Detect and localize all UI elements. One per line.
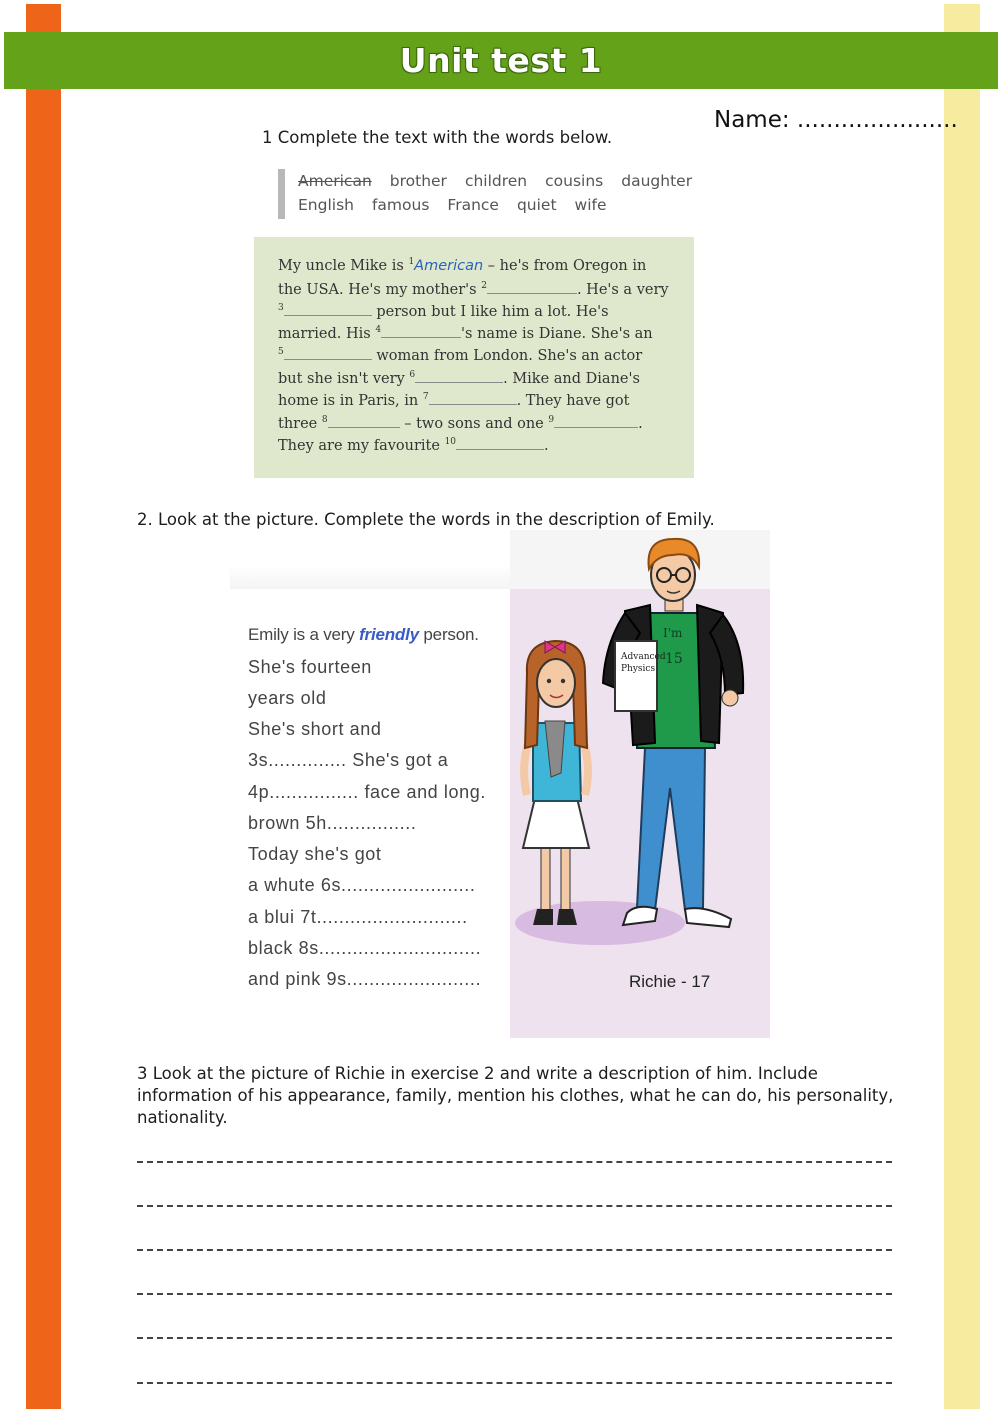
emily-leg — [561, 843, 570, 911]
word-bank-item: France — [447, 196, 499, 214]
text-segment: 's name is Diane. She's an — [461, 326, 653, 342]
gap-blank[interactable] — [487, 281, 577, 294]
text-line — [278, 325, 653, 342]
word-bank-item: English — [298, 196, 354, 214]
title-banner — [4, 32, 998, 89]
text-segment: . He's a very — [576, 282, 669, 298]
gap-number: 8 — [321, 415, 328, 426]
text-line — [278, 392, 629, 409]
gap-blank[interactable] — [429, 392, 517, 405]
emily-line[interactable]: and pink 9s........................ — [248, 969, 482, 989]
text-segment: but she isn't very — [278, 371, 410, 387]
gap-number: 4 — [375, 325, 382, 336]
richie-jeans — [637, 748, 705, 910]
text-segment: – two sons and one — [399, 416, 549, 432]
word-bank-row-2 — [298, 196, 607, 214]
name-field[interactable]: Name: ...................... — [714, 107, 958, 133]
exercise1-instruction: 1 Complete the text with the words below. — [262, 128, 613, 147]
text-line — [278, 281, 669, 298]
emily-line: Today she's got — [248, 844, 382, 864]
writing-line[interactable] — [137, 1382, 892, 1384]
emily-eye — [547, 679, 551, 683]
text-segment: . — [544, 438, 549, 454]
writing-line[interactable] — [137, 1293, 892, 1295]
gap-number: 1 — [408, 257, 415, 268]
emily-leg — [541, 843, 550, 911]
text-segment: . — [638, 416, 643, 432]
gap-blank[interactable] — [415, 370, 503, 383]
picture-backdrop — [230, 565, 510, 589]
text-segment: three — [278, 416, 322, 432]
writing-line[interactable] — [137, 1205, 892, 1207]
text-segment: the USA. He's my mother's — [278, 282, 482, 298]
text-segment: woman from London. She's an actor — [371, 348, 643, 364]
gap-number: 2 — [481, 281, 487, 292]
emily-face — [537, 659, 575, 707]
word-bank-bar — [278, 169, 285, 219]
word-bank-item: children — [464, 172, 528, 190]
word-bank-item: quiet — [516, 196, 557, 214]
gap-blank[interactable] — [554, 415, 638, 428]
text-segment: person. — [418, 625, 479, 644]
emily-line[interactable]: a blui 7t........................... — [248, 907, 468, 927]
richie-shoe — [685, 908, 731, 927]
word-bank-item: wife — [574, 196, 607, 214]
richie-hand — [722, 690, 738, 706]
gap-blank[interactable] — [381, 325, 461, 338]
gap-blank[interactable] — [456, 437, 544, 450]
emily-richie-illustration — [505, 533, 775, 983]
shirt-text-line-1: I'm — [663, 626, 683, 640]
emily-line[interactable]: black 8s............................. — [248, 938, 482, 958]
emily-line[interactable]: 3s.............. She's got a — [248, 750, 449, 770]
emily-line[interactable]: a whute 6s........................ — [248, 875, 476, 895]
text-line — [278, 347, 642, 364]
text-segment: person but I like him a lot. He's — [371, 304, 609, 320]
exercise3-instruction: 3 Look at the picture of Richie in exercise 2 and write a description of him. Include information of his appearance, family, mention his clothes, what he can do, his personality, nationality. — [137, 1064, 894, 1127]
writing-line[interactable] — [137, 1337, 892, 1339]
emily-line: She's short and — [248, 719, 382, 739]
text-line — [278, 415, 643, 432]
richie-figure — [603, 539, 743, 927]
right-yellow-border — [944, 4, 980, 1409]
richie-caption: Richie - 17 — [629, 972, 711, 991]
emily-line-1 — [248, 625, 479, 645]
gap-number: 3 — [278, 303, 284, 314]
gap-number: 7 — [422, 392, 429, 403]
book-title-line-1: Advanced — [621, 652, 666, 662]
word-bank — [278, 165, 708, 223]
word-bank-item: American — [298, 172, 372, 190]
gap-number: 6 — [409, 370, 416, 381]
left-orange-border — [26, 4, 61, 1409]
text-line — [278, 303, 609, 320]
exercise2-instruction: 2. Look at the picture. Complete the words in the description of Emily. — [137, 510, 715, 529]
text-line — [278, 437, 549, 454]
emily-eye — [561, 679, 565, 683]
text-segment: – he's from Oregon in — [483, 258, 647, 274]
text-line — [278, 258, 646, 274]
emily-line: years old — [248, 688, 327, 708]
gap-number: 10 — [444, 437, 457, 448]
text-segment: married. His — [278, 326, 376, 342]
writing-line[interactable] — [137, 1161, 892, 1163]
text-segment: home is in Paris, in — [278, 393, 423, 409]
text-segment: They are my favourite — [278, 438, 445, 454]
text-segment: . Mike and Diane's — [503, 371, 640, 387]
gap-number: 9 — [548, 415, 555, 426]
text-segment: Emily is a very — [248, 625, 360, 644]
word-bank-item: brother — [389, 172, 447, 190]
emily-line[interactable]: brown 5h................ — [248, 813, 417, 833]
gap-blank[interactable] — [328, 415, 400, 428]
emily-figure — [523, 641, 589, 925]
word-bank-item: cousins — [545, 172, 604, 190]
text-segment: My uncle Mike is — [278, 258, 409, 274]
emily-skirt — [523, 798, 589, 848]
page-title: Unit test 1 — [399, 41, 603, 80]
example-answer: American — [414, 258, 484, 274]
gap-number: 5 — [278, 347, 284, 358]
word-bank-row-1 — [298, 172, 692, 190]
emily-line: She's fourteen — [248, 657, 372, 677]
gap-fill-text — [254, 237, 694, 478]
text-segment: . They have got — [516, 393, 630, 409]
word-bank-item: famous — [371, 196, 430, 214]
word-bank-item: daughter — [621, 172, 693, 190]
example-answer: friendly — [359, 625, 419, 644]
emily-line[interactable]: 4p................ face and long. — [248, 782, 486, 802]
gap-blank[interactable] — [284, 347, 372, 360]
gap-blank[interactable] — [284, 303, 372, 316]
book-title-line-2: Physics — [621, 664, 656, 674]
shirt-text-line-2: 15 — [665, 651, 683, 667]
text-line — [278, 370, 640, 387]
writing-line[interactable] — [137, 1249, 892, 1251]
